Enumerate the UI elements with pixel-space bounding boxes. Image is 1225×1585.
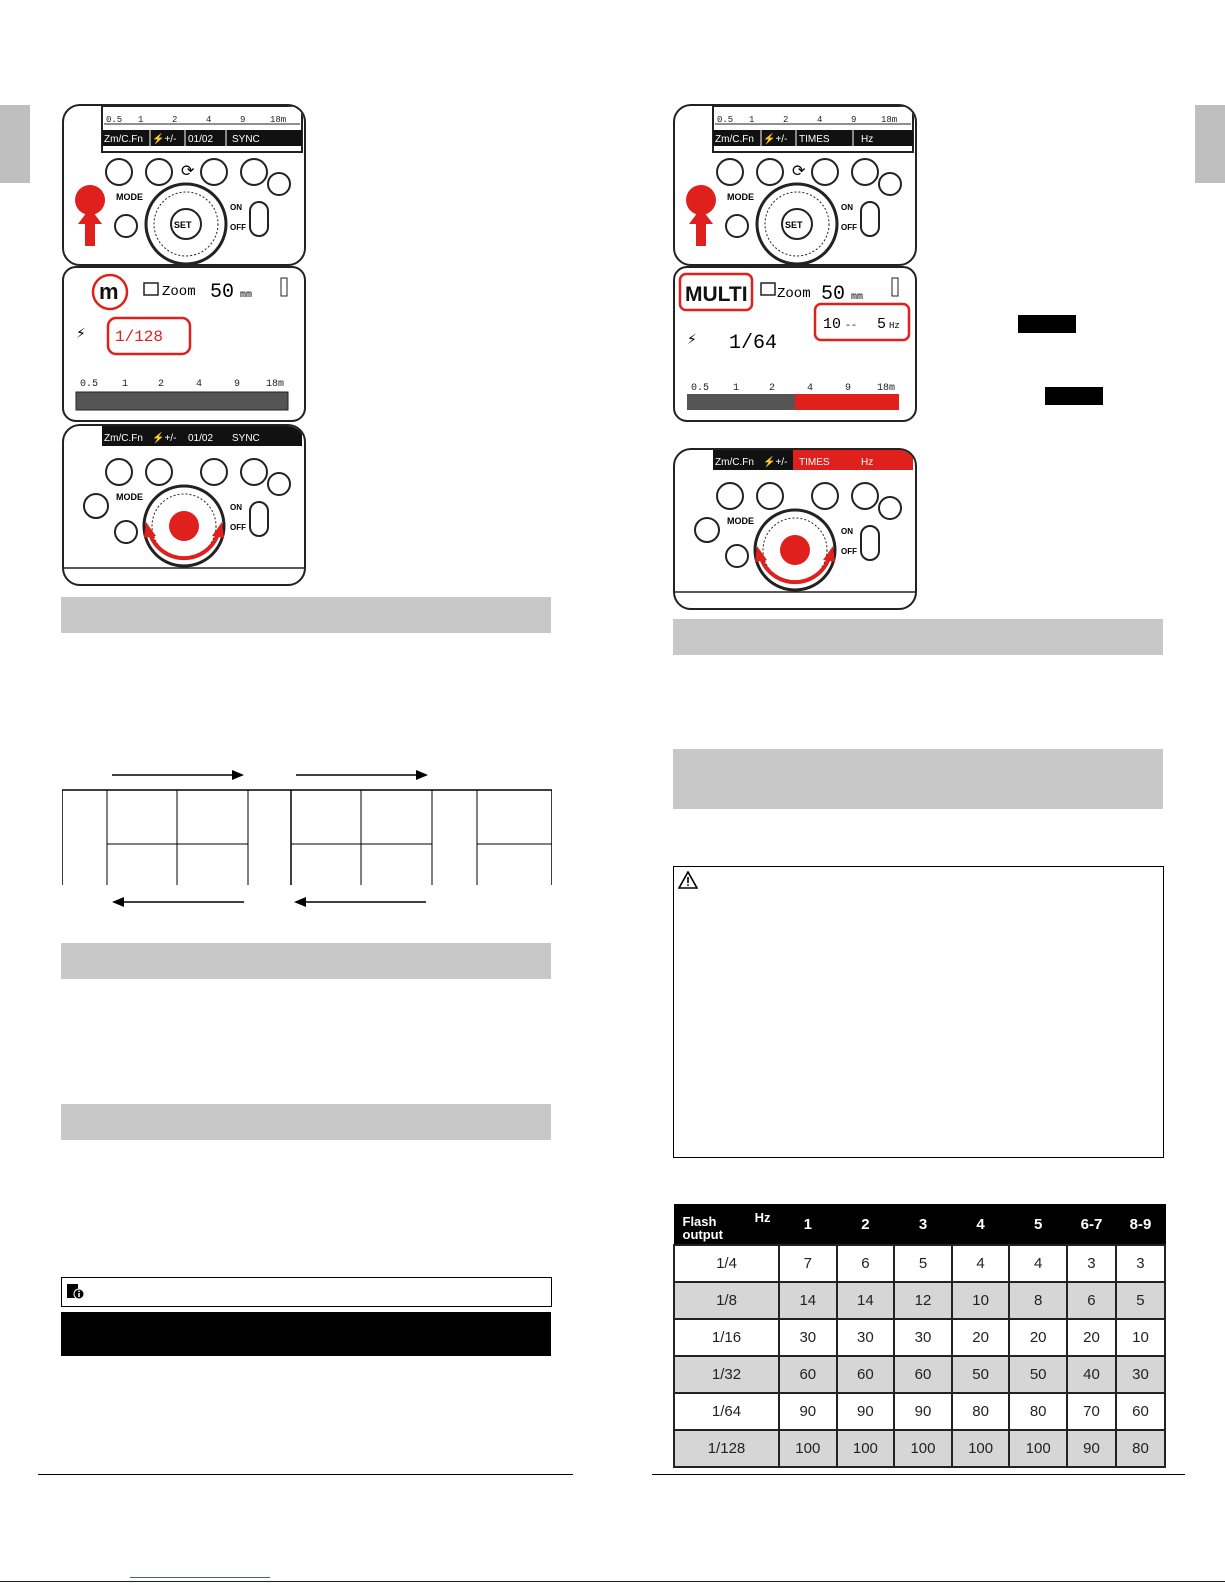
- svg-text:OFF: OFF: [230, 523, 246, 532]
- bottom-rule: [0, 1581, 1225, 1582]
- table-cell: 40: [1067, 1356, 1116, 1393]
- dial-highlight: [169, 511, 199, 541]
- svg-text:4: 4: [196, 379, 203, 390]
- table-cell: 14: [779, 1282, 837, 1319]
- table-cell: 50: [952, 1356, 1010, 1393]
- svg-text:9: 9: [851, 115, 857, 125]
- row-label: 1/32: [674, 1356, 779, 1393]
- svg-text:TIMES: TIMES: [799, 457, 830, 468]
- svg-text:50: 50: [210, 281, 235, 304]
- table-cell: 90: [1067, 1430, 1116, 1467]
- section-header-bar: [61, 1104, 551, 1140]
- table-cell: 8: [1009, 1282, 1067, 1319]
- label-chip: [1018, 315, 1076, 333]
- section-header-bar: [673, 749, 1163, 809]
- section-title-bar: [61, 1312, 551, 1356]
- lcd-screen-right: [673, 266, 917, 422]
- svg-text:2: 2: [783, 115, 789, 125]
- flash-control-panel-bottom-right: [673, 448, 917, 610]
- table-cell: 4: [952, 1245, 1010, 1282]
- svg-text:OFF: OFF: [841, 223, 857, 232]
- svg-text:ON: ON: [841, 203, 853, 212]
- table-cell: 100: [952, 1430, 1010, 1467]
- svg-text:Zm/C.Fn: Zm/C.Fn: [104, 433, 143, 444]
- svg-text:MODE: MODE: [116, 492, 143, 502]
- table-row: [674, 1356, 1165, 1393]
- svg-text:4: 4: [807, 383, 814, 394]
- svg-text:--: --: [845, 321, 858, 332]
- output-value: 1/128: [115, 328, 164, 346]
- table-cell: 90: [837, 1393, 895, 1430]
- svg-text:mm: mm: [240, 290, 253, 301]
- table-cell: 5: [1116, 1282, 1165, 1319]
- table-row: [674, 1319, 1165, 1356]
- row-label: 1/64: [674, 1393, 779, 1430]
- svg-text:18m: 18m: [877, 383, 896, 394]
- flash-control-panel-bottom-left: [62, 424, 306, 586]
- table-cell: 60: [1116, 1393, 1165, 1430]
- svg-text:18m: 18m: [266, 379, 285, 390]
- table-cell: 3: [1067, 1245, 1116, 1282]
- table-cell: 3: [1116, 1245, 1165, 1282]
- table-cell: 100: [779, 1430, 837, 1467]
- table-cell: 60: [779, 1356, 837, 1393]
- table-row: [674, 1282, 1165, 1319]
- table-cell: 20: [1009, 1319, 1067, 1356]
- table-cell: 100: [1009, 1430, 1067, 1467]
- svg-text:18m: 18m: [881, 115, 898, 125]
- svg-text:1: 1: [122, 379, 129, 390]
- multi-mode-label: MULTI: [685, 283, 748, 306]
- svg-text:2: 2: [158, 379, 165, 390]
- footer-line-right: [652, 1474, 1185, 1475]
- table-cell: 30: [1116, 1356, 1165, 1393]
- svg-text:mm: mm: [851, 292, 864, 303]
- table-cell: 20: [952, 1319, 1010, 1356]
- svg-text:9: 9: [845, 383, 852, 394]
- output-value: 1/64: [729, 332, 778, 355]
- table-cell: 20: [1067, 1319, 1116, 1356]
- svg-text:⚡: ⚡: [76, 326, 86, 342]
- table-cell: 12: [894, 1282, 952, 1319]
- table-cell: 80: [1009, 1393, 1067, 1430]
- svg-text:⚡+/-: ⚡+/-: [152, 433, 177, 444]
- column-header: 6-7: [1067, 1205, 1116, 1246]
- table-cell: 60: [837, 1356, 895, 1393]
- svg-text:⚡: ⚡: [687, 332, 697, 348]
- svg-text:0.5: 0.5: [717, 115, 734, 125]
- svg-text:OFF: OFF: [841, 547, 857, 556]
- svg-text:2: 2: [769, 383, 776, 394]
- scale-label: 2: [172, 115, 178, 125]
- svg-text:TIMES: TIMES: [799, 134, 830, 145]
- table-cell: 80: [952, 1393, 1010, 1430]
- svg-text:ON: ON: [230, 203, 242, 212]
- table-cell: 6: [837, 1245, 895, 1282]
- page-side-tab-left: [0, 105, 30, 183]
- column-header: 8-9: [1116, 1205, 1165, 1246]
- warning-triangle-icon: [678, 871, 698, 889]
- menu-label: 01/02: [188, 134, 214, 145]
- table-cell: 70: [1067, 1393, 1116, 1430]
- svg-text:MODE: MODE: [727, 192, 754, 202]
- svg-text:⟳: ⟳: [792, 161, 806, 180]
- lcd-screen-left: [62, 266, 306, 422]
- table-cell: 90: [779, 1393, 837, 1430]
- row-label: 1/8: [674, 1282, 779, 1319]
- menu-label: Zm/C.Fn: [104, 134, 143, 145]
- scale-label: 4: [206, 115, 212, 125]
- table-cell: 4: [1009, 1245, 1067, 1282]
- column-header: 5: [1009, 1205, 1067, 1246]
- svg-text:SET: SET: [785, 220, 803, 230]
- svg-text:Zm/C.Fn: Zm/C.Fn: [715, 134, 754, 145]
- section-header-bar: [61, 597, 551, 633]
- row-label: 1/4: [674, 1245, 779, 1282]
- svg-text:⟳: ⟳: [181, 161, 195, 180]
- svg-text:Zoom: Zoom: [777, 286, 811, 302]
- table-cell: 50: [1009, 1356, 1067, 1393]
- adjustment-flow-diagram: [62, 775, 552, 885]
- table-cell: 30: [837, 1319, 895, 1356]
- svg-text:Hz: Hz: [889, 321, 900, 331]
- menu-label: SYNC: [232, 134, 260, 145]
- svg-text:OFF: OFF: [230, 223, 246, 232]
- section-header-bar: [673, 619, 1163, 655]
- svg-text:1: 1: [733, 383, 740, 394]
- scale-label: 0.5: [106, 115, 123, 125]
- scale-label: 9: [240, 115, 246, 125]
- table-cell: 6: [1067, 1282, 1116, 1319]
- table-cell: 90: [894, 1393, 952, 1430]
- table-cell: 80: [1116, 1430, 1165, 1467]
- svg-text:0.5: 0.5: [80, 379, 99, 390]
- table-row: [674, 1393, 1165, 1430]
- svg-text:Hz: Hz: [861, 134, 874, 145]
- table-header-row: [674, 1205, 1165, 1246]
- max-flash-frequency-table: [673, 1204, 1166, 1468]
- svg-text:ON: ON: [230, 503, 242, 512]
- hz-value: 5: [877, 316, 887, 333]
- table-cell: 60: [894, 1356, 952, 1393]
- table-cell: 100: [894, 1430, 952, 1467]
- table-cell: 30: [894, 1319, 952, 1356]
- table-cell: 10: [952, 1282, 1010, 1319]
- column-header: 4: [952, 1205, 1010, 1246]
- label-chip: [1045, 387, 1103, 405]
- table-cell: 100: [837, 1430, 895, 1467]
- section-header-bar: [61, 943, 551, 979]
- table-row: [674, 1245, 1165, 1282]
- svg-text:9: 9: [234, 379, 241, 390]
- flash-control-panel-top-left: [62, 104, 306, 266]
- svg-text:Hz: Hz: [861, 457, 874, 468]
- table-corner-header: Hz Flash output: [674, 1205, 779, 1246]
- svg-text:0.5: 0.5: [691, 383, 710, 394]
- svg-text:1: 1: [749, 115, 755, 125]
- flash-control-panel-top-right: [673, 104, 917, 266]
- svg-text:⚡+/-: ⚡+/-: [763, 457, 788, 468]
- mode-label: MODE: [116, 192, 143, 202]
- footer-line-left: [38, 1474, 573, 1475]
- table-cell: 7: [779, 1245, 837, 1282]
- row-label: 1/128: [674, 1430, 779, 1467]
- svg-text:ON: ON: [841, 527, 853, 536]
- note-box: [61, 1277, 552, 1307]
- svg-text:MODE: MODE: [727, 516, 754, 526]
- scale-label: 18m: [270, 115, 287, 125]
- row-label: 1/16: [674, 1319, 779, 1356]
- times-value: 10: [823, 316, 842, 333]
- set-label: SET: [174, 220, 192, 230]
- table-cell: 14: [837, 1282, 895, 1319]
- column-header: 2: [837, 1205, 895, 1246]
- svg-text:⚡+/-: ⚡+/-: [763, 134, 788, 145]
- table-row: [674, 1430, 1165, 1467]
- warning-box: [673, 866, 1164, 1158]
- link-underline: [130, 1577, 270, 1578]
- svg-text:SYNC: SYNC: [232, 433, 260, 444]
- svg-text:Zm/C.Fn: Zm/C.Fn: [715, 457, 754, 468]
- svg-text:01/02: 01/02: [188, 433, 214, 444]
- table-cell: 30: [779, 1319, 837, 1356]
- arrow-up-icon: [78, 208, 102, 246]
- column-header: 3: [894, 1205, 952, 1246]
- page-side-tab-right: [1195, 105, 1225, 183]
- table-cell: 5: [894, 1245, 952, 1282]
- arrow-up-icon: [689, 208, 713, 246]
- table-cell: 10: [1116, 1319, 1165, 1356]
- svg-text:Zoom: Zoom: [162, 284, 196, 300]
- manual-mode-glyph: m: [99, 279, 119, 304]
- menu-label: ⚡+/-: [152, 134, 177, 145]
- column-header: 1: [779, 1205, 837, 1246]
- svg-text:50: 50: [821, 283, 846, 306]
- note-info-icon: [66, 1282, 86, 1302]
- scale-label: 1: [138, 115, 144, 125]
- svg-text:4: 4: [817, 115, 823, 125]
